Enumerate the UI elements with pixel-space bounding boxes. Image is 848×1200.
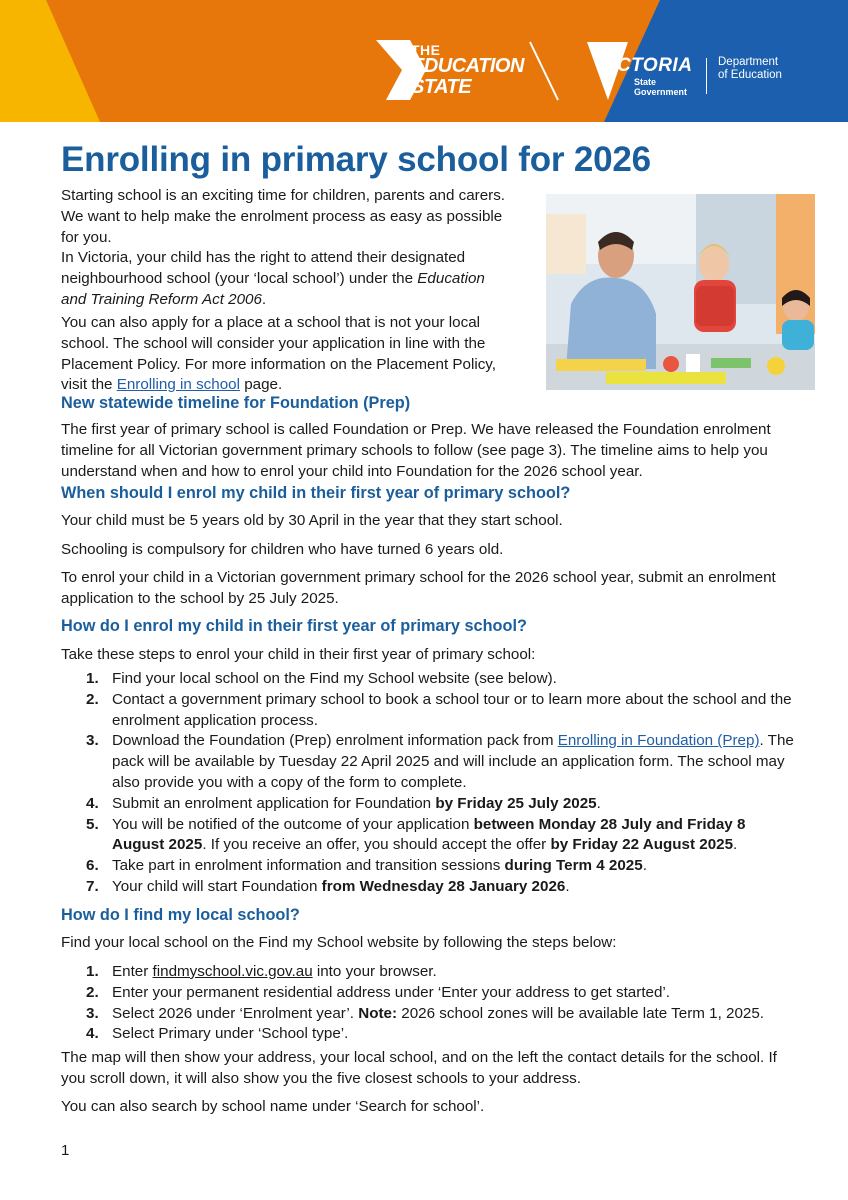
search-paragraph: You can also search by school name under ‘Search for school’.	[61, 1098, 485, 1115]
timeline-paragraph: The first year of primary school is called Foundation or Prep. We have released the Foundation enrolment timeline for all Victorian government primary schools to follow (see page 3). The timeline aims to help you understand when and how to enrol your child into Foundation for the 2026 school year.	[61, 421, 771, 480]
list-item: 7. Your child will start Foundation from Wednesday 28 January 2026.	[86, 877, 570, 895]
classroom-photo	[546, 194, 815, 390]
list-item: 3. Select 2026 under ‘Enrolment year’. Note: 2026 school zones will be available late Term 1, 2025.	[86, 1004, 765, 1022]
list-item: 1. Find your local school on the Find my School website (see below).	[86, 670, 557, 687]
header-banner	[0, 0, 848, 122]
list-item: 4. Submit an enrolment application for Foundation by Friday 25 July 2025.	[86, 794, 601, 812]
education-state-the: THE	[411, 42, 441, 58]
list-item: 1. Enter findmyschool.vic.gov.au into your browser.	[86, 963, 437, 980]
heading-when-to-enrol: When should I enrol my child in their first year of primary school?	[61, 484, 571, 502]
logo-divider	[706, 58, 707, 94]
when-paragraph-3: To enrol your child in a Victorian government primary school for the 2026 school year, submit an enrolment application to the school by 25 July 2025.	[61, 569, 776, 607]
list-item: 5. You will be notified of the outcome of your application between Monday 28 July and Friday 8 August 2025. If you receive an offer, you should accept the offer by Friday 22 August 2025.	[86, 815, 746, 854]
heading-how-to-enrol: How do I enrol my child in their first year of primary school?	[61, 617, 527, 635]
department-of-education: Department of Education	[718, 56, 782, 81]
list-item: 3. Download the Foundation (Prep) enrolment information pack from Enrolling in Foundation (Prep). The pack will be available by Tuesday 22 April 2025 and will include an application form. The school may also provide you with a copy of the form to complete.	[86, 732, 794, 791]
local-steps-list	[86, 962, 796, 1045]
education-state-education: EDUCATION	[411, 55, 524, 77]
enrolling-in-foundation-link[interactable]: Enrolling in Foundation (Prep)	[557, 732, 760, 750]
education-state-state: STATE	[411, 76, 472, 98]
page-number: 1	[61, 1142, 70, 1159]
when-paragraph-2: Schooling is compulsory for children who have turned 6 years old.	[61, 541, 504, 558]
heading-statewide-timeline: New statewide timeline for Foundation (Prep)	[61, 394, 411, 412]
heading-find-local-school: How do I find my local school?	[61, 906, 300, 924]
list-item: 2. Enter your permanent residential address under ‘Enter your address to get started’.	[86, 983, 671, 1001]
intro-paragraph-3: You can also apply for a place at a school that is not your local school. The school will consider your application in line with the Placement Policy. For more information on the Placement Policy, visit the Enrolling in school page.	[61, 314, 496, 394]
local-intro: Find your local school on the Find my School website by following the steps below:	[61, 934, 617, 951]
victoria-wordmark: VICTORIA	[598, 55, 693, 76]
intro-paragraph-2: In Victoria, your child has the right to attend their designated neighbourhood school (your ‘local school’) under the Education and Training Reform Act 2006.	[61, 249, 485, 308]
when-paragraph-1: Your child must be 5 years old by 30 April in the year that they start school.	[61, 512, 563, 529]
victoria-state-government: State Government	[634, 77, 688, 97]
enrolling-in-school-link[interactable]: Enrolling in school	[116, 376, 240, 394]
list-item: 6. Take part in enrolment information and transition sessions during Term 4 2025.	[86, 857, 647, 875]
map-paragraph: The map will then show your address, your local school, and on the left the contact details for the school. If you scroll down, it will also show you the five closest schools to your address.	[61, 1049, 777, 1087]
list-item: 4. Select Primary under ‘School type’.	[86, 1025, 349, 1043]
how-intro: Take these steps to enrol your child in their first year of primary school:	[61, 646, 536, 663]
page-title: Enrolling in primary school for 2026	[61, 140, 651, 179]
list-item: 2. Contact a government primary school to book a school tour or to learn more about the school and the enrolment application process.	[86, 690, 792, 729]
intro-paragraph-1: Starting school is an exciting time for children, parents and carers. We want to help make the enrolment process as easy as possible for you.	[61, 187, 506, 246]
enrol-steps-list	[86, 669, 796, 898]
findmyschool-url[interactable]: findmyschool.vic.gov.au	[152, 963, 313, 980]
